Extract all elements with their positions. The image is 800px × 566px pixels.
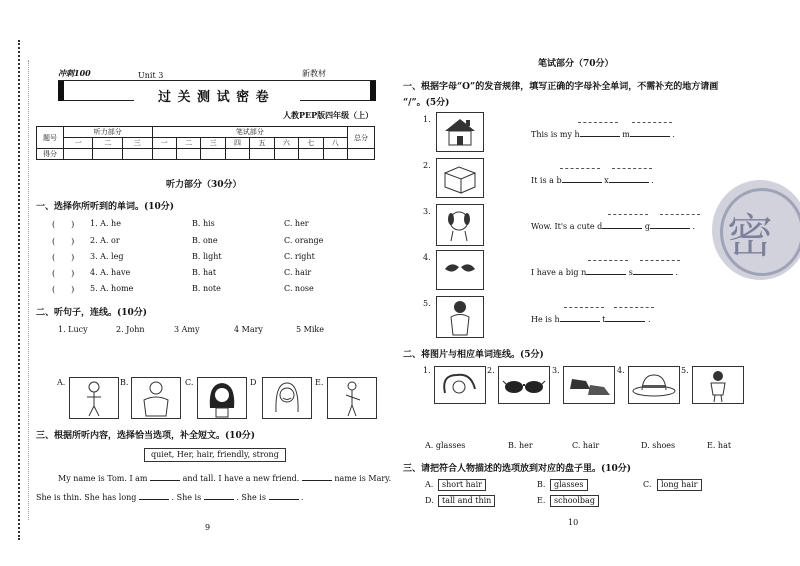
guide-line (588, 260, 628, 261)
header-black-bar-right (370, 81, 376, 101)
score-cell[interactable] (93, 149, 122, 160)
guide-line (612, 168, 652, 169)
header-rule-bottom-left (64, 100, 134, 101)
person-picture-girl-long-hair[interactable] (197, 377, 247, 419)
answer-paren[interactable]: ( ) (52, 220, 75, 229)
box-picture (436, 158, 484, 198)
fill-blank[interactable] (562, 182, 602, 183)
score-cell[interactable] (299, 149, 323, 160)
r-pic-num: 1. (423, 366, 431, 375)
name-item[interactable]: 5 Mike (296, 325, 324, 334)
passage-blank[interactable] (139, 499, 169, 500)
option-card-short-hair[interactable]: short hair (438, 479, 486, 491)
fill-text: x (604, 176, 609, 185)
fill-blank[interactable] (633, 274, 673, 275)
r-pic-num: 5. (681, 366, 689, 375)
passage-blank[interactable] (269, 499, 299, 500)
option-a: 2. A. or (90, 236, 120, 245)
shoes-picture[interactable] (563, 366, 615, 404)
fill-blank[interactable] (560, 321, 600, 322)
fill-text: Wow. It's a cute d (531, 222, 603, 231)
hot-boy-picture (436, 296, 484, 338)
score-cell[interactable] (323, 149, 348, 160)
option-b: B. his (192, 219, 215, 228)
fill-sentence (531, 315, 650, 324)
edition-tag: 新教材 (302, 69, 326, 78)
option-c: C. nose (284, 284, 314, 293)
option-card-tall-and-thin[interactable]: tall and thin (438, 495, 495, 507)
fill-text: . (651, 176, 654, 185)
answer-paren[interactable]: ( ) (52, 269, 75, 278)
option-c: C. orange (284, 236, 324, 245)
score-cell[interactable] (225, 149, 249, 160)
score-table-numeral: 七 (299, 138, 323, 149)
fill-text: m (622, 130, 630, 139)
name-item[interactable]: 2. John (116, 325, 145, 334)
option-a: 4. A. have (90, 268, 131, 277)
glasses-picture[interactable] (498, 366, 550, 404)
fill-text: t (602, 315, 606, 324)
passage-text: My name is Tom. I am (58, 474, 148, 483)
r-item-num: 2. (423, 161, 431, 170)
fill-blank[interactable] (580, 136, 620, 137)
fill-blank[interactable] (630, 136, 670, 137)
score-table-header-cell: 听力部分 (64, 127, 153, 138)
pic-label: A. (57, 378, 66, 387)
r-item-num: 1. (423, 115, 431, 124)
guide-line (578, 122, 618, 123)
guide-line (560, 168, 600, 169)
hair-girl-picture[interactable] (434, 366, 486, 404)
fill-blank[interactable] (605, 321, 645, 322)
match-word[interactable]: A. glasses (425, 441, 466, 450)
score-table-numeral: 一 (64, 138, 93, 149)
fill-text: . (647, 315, 651, 324)
option-a: 5. A. home (90, 284, 134, 293)
option-letter: D. (425, 496, 434, 505)
fill-sentence (531, 176, 654, 185)
unit-label: Unit 3 (138, 71, 164, 80)
score-table-numeral: 二 (176, 138, 200, 149)
option-letter: A. (425, 480, 434, 489)
passage-text: name is Mary. (334, 474, 392, 483)
person-picture-strong[interactable] (131, 377, 181, 419)
house-picture (436, 112, 484, 152)
r-pic-num: 4. (617, 366, 625, 375)
option-card-schoolbag[interactable]: schoolbag (550, 495, 599, 507)
fill-text: He is h (531, 315, 560, 324)
person-picture-boy[interactable] (69, 377, 119, 419)
guide-line (614, 307, 654, 308)
pic-label: C. (185, 378, 194, 387)
match-word[interactable]: B. her (508, 441, 533, 450)
guide-line (640, 260, 680, 261)
score-cell[interactable] (64, 149, 93, 160)
option-b: B. note (192, 284, 221, 293)
option-b: B. hat (192, 268, 217, 277)
seal-stamp-character: 密 (727, 209, 773, 263)
match-word[interactable]: C. hair (572, 441, 600, 450)
fill-text: I have a big n (531, 268, 587, 277)
score-table-header-cell: 总分 (348, 127, 375, 149)
score-table (36, 126, 375, 160)
fill-blank[interactable] (586, 274, 626, 275)
match-word[interactable]: D. shoes (641, 441, 676, 450)
passage-line-1 (58, 474, 391, 483)
person-picture-smiling-girl[interactable] (262, 377, 312, 419)
option-c: C. right (284, 252, 315, 261)
passage-blank[interactable] (150, 480, 180, 481)
passage-blank[interactable] (204, 499, 234, 500)
option-card-glasses[interactable]: glasses (550, 479, 588, 491)
fill-text: . (672, 130, 675, 139)
fill-sentence (531, 222, 695, 231)
r-item-num: 3. (423, 207, 431, 216)
option-letter: E. (537, 496, 546, 505)
score-table-header-cell: 题号 (37, 127, 64, 149)
score-cell[interactable] (274, 149, 298, 160)
r-item-num: 4. (423, 253, 431, 262)
guide-line (632, 122, 672, 123)
score-table-numeral: 六 (274, 138, 298, 149)
page-title: 过 关 测 试 密 卷 (158, 90, 270, 105)
option-b: B. one (192, 236, 218, 245)
passage-text: . She is (236, 493, 266, 502)
fill-sentence (531, 130, 675, 139)
header-rule-bottom-right (300, 100, 370, 101)
fill-blank[interactable] (609, 182, 649, 183)
person-picture-thin[interactable] (327, 377, 377, 419)
r-pic-num: 3. (552, 366, 560, 375)
written-heading: 笔试部分（70分） (538, 59, 614, 69)
r-section1-heading-line2: “/”。(5分) (403, 98, 450, 108)
score-table-numeral: 四 (225, 138, 249, 149)
header-rule (58, 80, 376, 81)
fill-text: g (644, 222, 650, 231)
score-cell[interactable] (250, 149, 274, 160)
r-section1-heading: 一、根据字母“O”的发音规律，填写正确的字母补全单词，不需补充的地方请画 (403, 82, 719, 92)
l-section1-heading: 一、选择你所听到的单词。(10分) (36, 202, 175, 212)
guide-line (660, 214, 700, 215)
option-a: 3. A. leg (90, 252, 124, 261)
r-section2-heading: 二、将图片与相应单词连线。(5分) (403, 350, 544, 360)
score-table-row-label: 得分 (37, 149, 64, 160)
score-cell[interactable] (176, 149, 200, 160)
fill-text: It is a b (531, 176, 562, 185)
l-section3-heading: 三、根据所听内容，选择恰当选项，补全短文。(10分) (36, 431, 256, 441)
r-section3-heading: 三、请把符合人物描述的选项放到对应的盘子里。(10分) (403, 464, 632, 474)
answer-paren[interactable]: ( ) (52, 237, 75, 246)
passage-line-2 (36, 493, 304, 502)
score-cell[interactable] (152, 149, 176, 160)
name-item[interactable]: 4 Mary (234, 325, 263, 334)
guide-line (564, 307, 604, 308)
score-table-numeral: 二 (93, 138, 122, 149)
score-cell[interactable] (122, 149, 152, 160)
word-bank-box: quiet, Her, hair, friendly, strong (144, 448, 286, 462)
listening-heading: 听力部分（30分） (166, 180, 242, 190)
passage-text: . (301, 493, 304, 502)
pic-label: B. (120, 378, 129, 387)
brand-label: 冲刺100 (58, 68, 91, 78)
option-card-long-hair[interactable]: long hair (657, 479, 702, 491)
hat-picture[interactable] (628, 366, 680, 404)
score-table-header-cell: 笔试部分 (152, 127, 347, 138)
score-table-numeral: 三 (122, 138, 152, 149)
fill-sentence (531, 268, 678, 277)
score-table-numeral: 三 (201, 138, 225, 149)
pic-label: E. (315, 378, 324, 387)
header-black-bar-left (58, 81, 64, 101)
passage-text: . She is (171, 493, 202, 502)
score-table-numeral: 八 (323, 138, 348, 149)
binding-margin-inner (28, 60, 31, 520)
passage-blank[interactable] (302, 480, 332, 481)
passage-text: She is thin. She has long (36, 493, 137, 502)
page-number-left: 9 (205, 523, 211, 532)
fill-text: . (692, 222, 696, 231)
option-a: 1. A. he (90, 219, 121, 228)
score-table-numeral: 五 (250, 138, 274, 149)
grade-label: 人教PEP版四年级（上） (283, 110, 374, 120)
option-letter: C. (643, 480, 652, 489)
fill-blank[interactable] (650, 228, 690, 229)
pic-label: D (250, 378, 257, 387)
fill-text: This is my h (531, 130, 580, 139)
fill-text: s (628, 268, 633, 277)
r-item-num: 5. (423, 299, 431, 308)
name-item[interactable]: 1. Lucy (58, 325, 88, 334)
binding-margin (18, 40, 24, 540)
score-cell[interactable] (201, 149, 225, 160)
her-girl-picture[interactable] (692, 366, 744, 404)
l-section2-heading: 二、听句子，连线。(10分) (36, 308, 148, 318)
score-table-numeral: 一 (152, 138, 176, 149)
score-cell[interactable] (348, 149, 375, 160)
guide-line (608, 214, 648, 215)
answer-paren[interactable]: ( ) (52, 253, 75, 262)
answer-paren[interactable]: ( ) (52, 285, 75, 294)
option-c: C. her (284, 219, 309, 228)
name-item[interactable]: 3 Amy (174, 325, 200, 334)
option-b: B. light (192, 252, 222, 261)
option-letter: B. (537, 480, 546, 489)
page-number-right: 10 (568, 518, 579, 527)
fill-text: . (675, 268, 678, 277)
option-c: C. hair (284, 268, 312, 277)
passage-text: and tall. I have a new friend. (182, 474, 300, 483)
r-pic-num: 2. (487, 366, 495, 375)
nose-picture (436, 250, 484, 290)
dog-picture (436, 204, 484, 246)
match-word[interactable]: E. hat (707, 441, 732, 450)
fill-blank[interactable] (602, 228, 642, 229)
